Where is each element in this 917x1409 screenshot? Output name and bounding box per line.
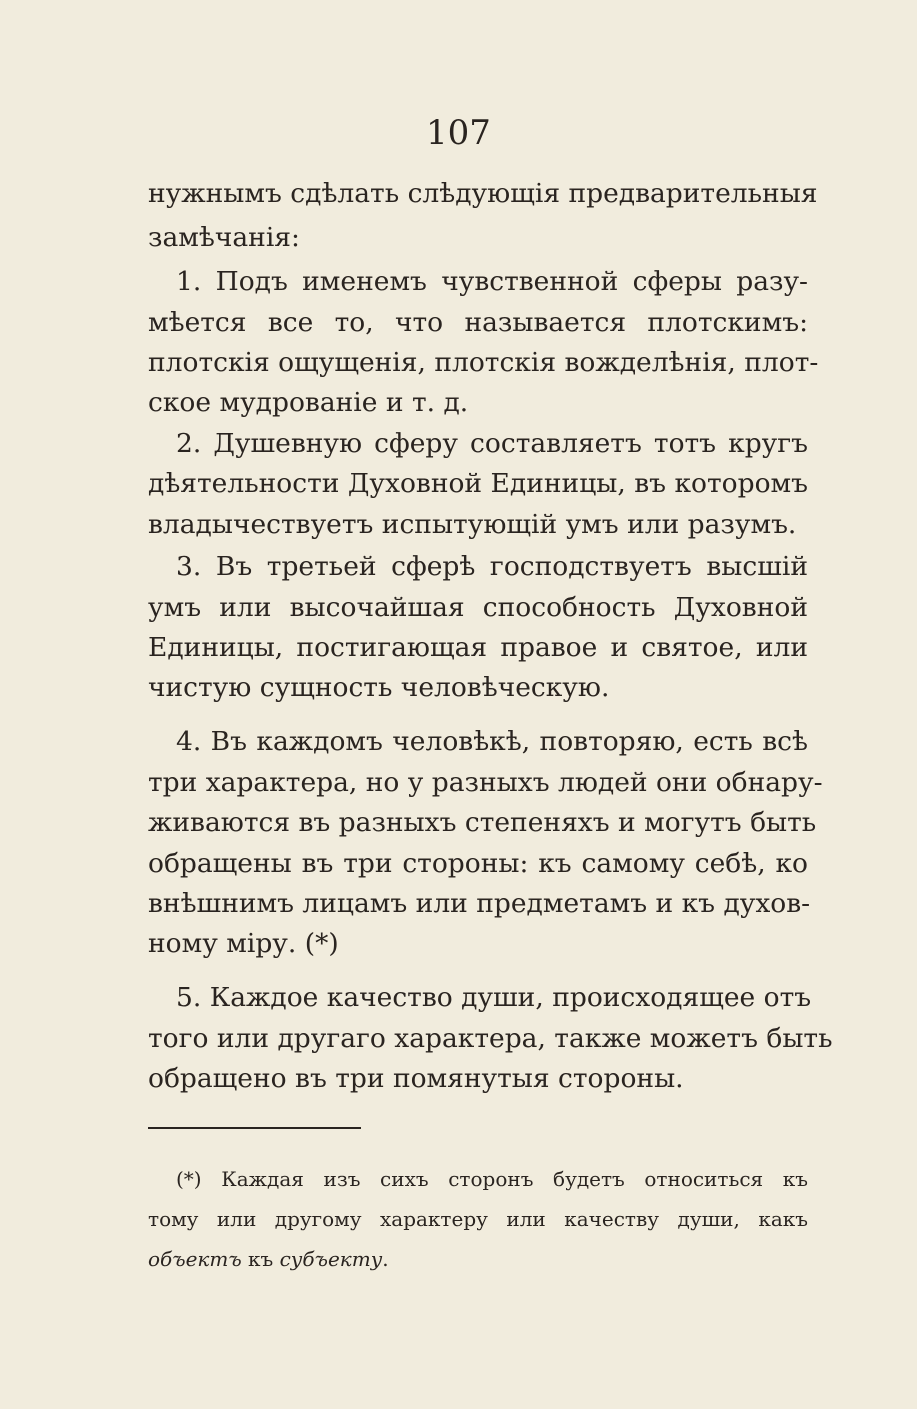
body-line-5: плотскія ощущенія, плотскія вожделѣнія, плот- — [148, 347, 819, 378]
footnote-period: . — [382, 1247, 389, 1271]
body-line-13: чистую сущность человѣческую. — [148, 672, 610, 703]
body-line-21: того или другаго характера, также можетъ быть — [148, 1023, 833, 1054]
page-number: 107 — [426, 113, 491, 153]
body-line-6: ское мудрованіе и т. д. — [148, 387, 469, 418]
body-line-18: внѣшнимъ лицамъ или предметамъ и къ духов- — [148, 888, 811, 919]
body-line-22: обращено въ три помянутыя стороны. — [148, 1063, 684, 1094]
footnote-line-2: тому или другому характеру или качеству души, какъ — [148, 1207, 808, 1231]
footnote-separator — [148, 1127, 361, 1129]
body-line-1: нужнымъ сдѣлать слѣдующія предварительныя — [148, 178, 818, 209]
body-line-20: 5. Каждое качество души, происходящее отъ — [176, 982, 812, 1013]
body-line-3: 1. Подъ именемъ чувственной сферы разу- — [176, 266, 808, 297]
body-line-15: три характера, но у разныхъ людей они обнару- — [148, 767, 823, 798]
footnote-line-1: (*) Каждая изъ сихъ сторонъ будетъ относиться къ — [176, 1167, 808, 1191]
footnote-preposition: къ — [248, 1247, 274, 1271]
footnote-subject-word: субъекту — [279, 1247, 383, 1271]
footnote-object-word: объектъ — [148, 1247, 242, 1271]
body-line-14: 4. Въ каждомъ человѣкѣ, повторяю, есть всѣ — [176, 726, 808, 757]
body-line-12: Единицы, постигающая правое и святое, или — [148, 632, 808, 663]
body-line-16: живаются въ разныхъ степеняхъ и могутъ быть — [148, 807, 817, 838]
body-line-4: мѣется все то, что называется плотскимъ: — [148, 307, 808, 338]
body-line-10: 3. Въ третьей сферѣ господствуетъ высшій — [176, 551, 808, 582]
body-line-11: умъ или высочайшая способность Духовной — [148, 592, 808, 623]
body-line-17: обращены въ три стороны: къ самому себѣ, ко — [148, 848, 808, 879]
body-line-8: дѣятельности Духовной Единицы, въ которомъ — [148, 468, 808, 499]
body-line-2: замѣчанія: — [148, 222, 300, 253]
body-line-9: владычествуетъ испытующій умъ или разумъ. — [148, 509, 797, 540]
footnote-line-3 — [148, 1243, 808, 1275]
body-line-7: 2. Душевную сферу составляетъ тотъ кругъ — [176, 428, 808, 459]
body-line-19: ному міру. (*) — [148, 928, 339, 959]
